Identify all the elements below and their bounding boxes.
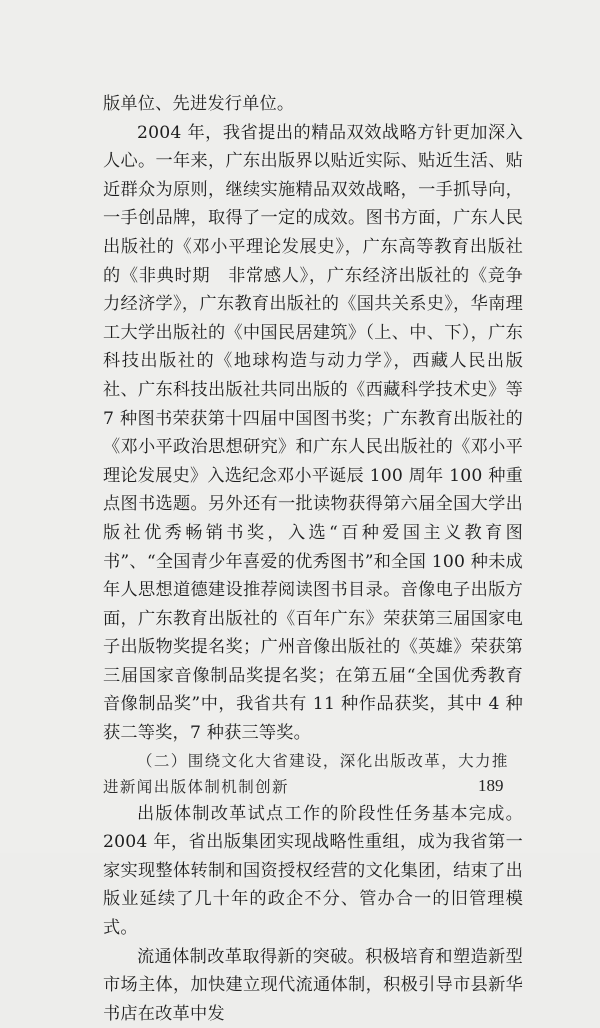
paragraph-distribution-reform: 流通体制改革取得新的突破。积极培育和塑造新型市场主体，加快建立现代流通体制，积极引导市县新华书店在改革中发 bbox=[103, 946, 523, 1024]
paragraph-publishing-achievements: 2004 年，我省提出的精品双效战略方针更加深入人心。一年来，广东出版界以贴近实际、贴近生活、贴近群众为原则，继续实施精品双效战略，一手抓导向，一手创品牌，取得了一定的成效。图书方面，广东人民出版社的《邓小平理论发展史》，广东高等教育出版社的《非典时期 非常感人》，广东经济出版社的《竞争力经济学》，广东教育出版社的《国共关系史》，华南理工大学出版社的《中国民居建筑》（上、中、下），广东科技出版社的《地球构造与动力学》，西藏人民出版社、广东科技出版社共同出版的《西藏科学技术史》等 7 种图书荣获第十四届中国图书奖；广东教育出版社的《邓小平政治思想研究》和广东人民出版社的《邓小平理论发展史》入选纪念邓小平诞辰 100 周年 100 种重点图书选题。另外还有一批读物获得第六届全国大学出版社优秀畅销书奖，入选“百种爱国主义教育图书”、“全国青少年喜爱的优秀图书”和全国 100 种未成年人思想道德建设推荐阅读图书目录。音像电子出版方面，广东教育出版社的《百年广东》荣获第三届国家电子出版物奖提名奖；广州音像出版社的《英雄》荣获第三届国家音像制品奖提名奖；在第五届“全国优秀教育音像制品奖”中，我省共有 11 种作品获奖，其中 4 种获二等奖，7 种获三等奖。 bbox=[103, 122, 523, 744]
section-heading: （二）围绕文化大省建设，深化出版改革，大力推进新闻出版体制机制创新 bbox=[103, 751, 509, 796]
body-text bbox=[103, 90, 523, 1028]
page-number: 189 bbox=[478, 776, 504, 795]
paragraph-continuation: 版单位、先进发行单位。 bbox=[103, 94, 295, 114]
paragraph-system-reform: 出版体制改革试点工作的阶段性任务基本完成。2004 年，省出版集团实现战略性重组，成为我省第一家实现整体转制和国资授权经营的文化集团，结束了出版业延续了几十年的政企不分、管办合一的旧管理模式。 bbox=[103, 803, 523, 939]
